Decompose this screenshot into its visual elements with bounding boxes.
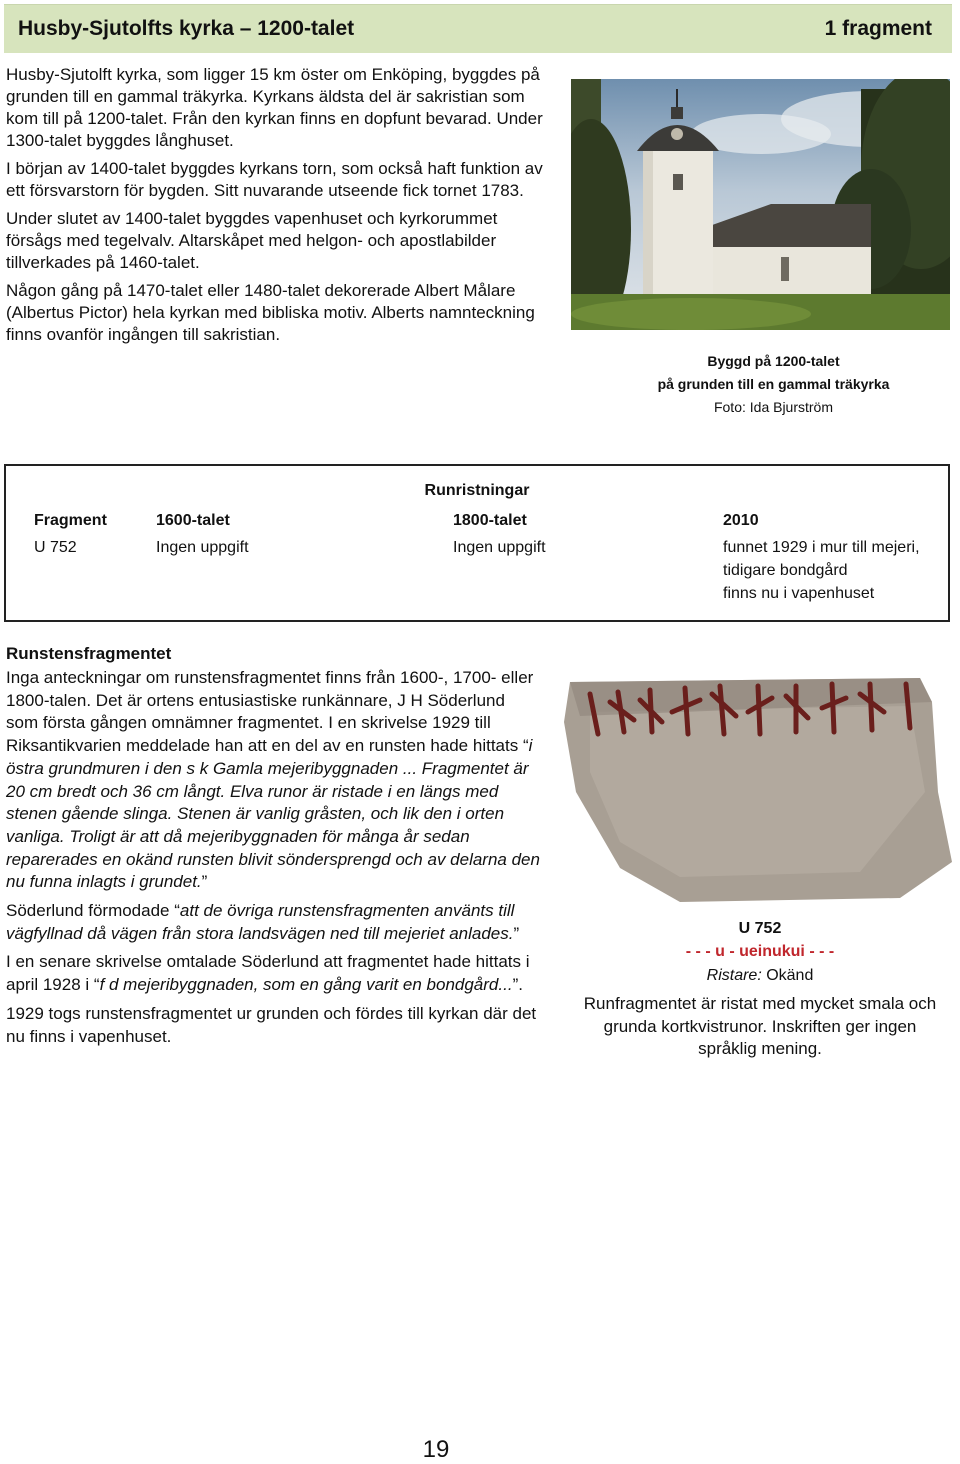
intro-paragraph: Någon gång på 1470-talet eller 1480-talet dekorerade Albert Målare (Albertus Pictor) hela kyrkan med bibliska motiv. Alberts namnteckning finns ovanför ingången till sakristian. [6,281,535,344]
quote-text: i östra grundmuren i den s k Gamla mejeribyggnaden ... Fragmentet är 20 cm bredt och 36 cm långt. Elva runor är ristade i en längs med stenen gående slinga. Stenen är vanlig gråsten, och lik den i orten vanliga. Troligt är att då mejeribyggnaden för många år sedan reparerades en okänd runsten blivit söndersprengd och av delarna den nu funna inlagts i grundet. [6,736,540,892]
table-cell-line: finns nu i vapenhuset [723,585,875,602]
page-number: 19 [422,1436,450,1463]
intro-text [6,64,554,352]
body-paragraph [6,900,540,945]
table-title: Runristningar [424,482,530,499]
church-photo [571,79,950,330]
church-caption [571,350,960,419]
table-cell: U 752 [34,539,77,556]
runestone-caption [572,918,948,1061]
fragment-text [6,667,540,1054]
column-header: 2010 [723,512,759,529]
body-text: ” [201,872,208,892]
body-paragraph: 1929 togs runstensfragmentet ur grunden och fördes till kyrkan där det nu finns i vapenhuset. [6,1003,537,1046]
body-text: I en senare skrivelse omtalade Söderlund att fragmentet hade hittats i april 1928 i “ [6,952,530,995]
section-heading: Runstensfragmentet [6,644,172,663]
runic-inscriptions-table [4,464,950,622]
intro-paragraph: Under slutet av 1400-talet byggdes vapenhuset och kyrkorummet försågs med tegelvalv. Altarskåpet med helgon- och apostlabilder tillverkades på 1460-talet. [6,209,498,272]
body-paragraph [6,951,540,996]
table-cell: Ingen uppgift [156,539,249,556]
table-cell [723,536,920,605]
page-title: Husby-Sjutolfts kyrka – 1200-talet [18,17,355,40]
table-cell-line: tidigare bondgård [723,562,848,579]
carver-line [572,964,948,988]
body-text: ”. [512,975,523,995]
table-cell: Ingen uppgift [453,539,546,556]
carver-label: Ristare: [706,967,762,984]
body-text: ” [513,923,520,943]
column-header: 1600-talet [156,512,230,529]
runestone-description: Runfragmentet är ristat med mycket smala och grunda kortkvistrunor. Inskriften ger ingen språklig mening. [583,994,937,1059]
table-cell-line: funnet 1929 i mur till mejeri, [723,539,920,556]
body-text: Inga anteckningar om runstensfragmentet finns från 1600-, 1700- eller 1800-talen. Det är ortens entusiastiske runkännare, J H Söderlund som första gången omnämner fragmentet. I en skrivelse 1929 till Riksantikvarien meddelade han att en del av en runsten hade hittats “ [6,668,534,756]
caption-line: Byggd på 1200-talet [707,353,840,369]
fragment-count: 1 fragment [824,17,932,40]
runestone-fragment-photo [560,672,954,908]
runic-transliteration: - - - u - ueinukui - - - [685,943,835,960]
intro-paragraph: I början av 1400-talet byggdes kyrkans torn, som också haft funktion av ett försvarstorn för bygden. Sitt nuvarande utseende fick tornet 1783. [6,159,543,200]
carver-value: Okänd [761,967,814,984]
quote-text: att de övriga runstensfragmenten använts till vägfyllnad då vägen från stora landsvägen ned till mejeriet anlades. [6,901,515,943]
body-paragraph [6,667,540,894]
body-text: Söderlund förmodade “ [6,901,180,921]
quote-text: f d mejeribyggnaden, som en gång varit en bondgård... [99,975,513,995]
caption-line: på grunden till en gammal träkyrka [657,376,890,392]
intro-paragraph: Husby-Sjutolft kyrka, som ligger 15 km öster om Enköping, byggdes på grunden till en gammal träkyrka. Kyrkans äldsta del är sakristian som kom till på 1200-talet. Från den kyrkan finns en dopfunt bevarad. Under 1300-talet byggdes långhuset. [6,65,543,150]
page-header [4,4,952,53]
column-header: Fragment [34,512,107,529]
column-header: 1800-talet [453,512,527,529]
photo-credit: Foto: Ida Bjurström [713,399,834,415]
runestone-id: U 752 [738,920,782,937]
